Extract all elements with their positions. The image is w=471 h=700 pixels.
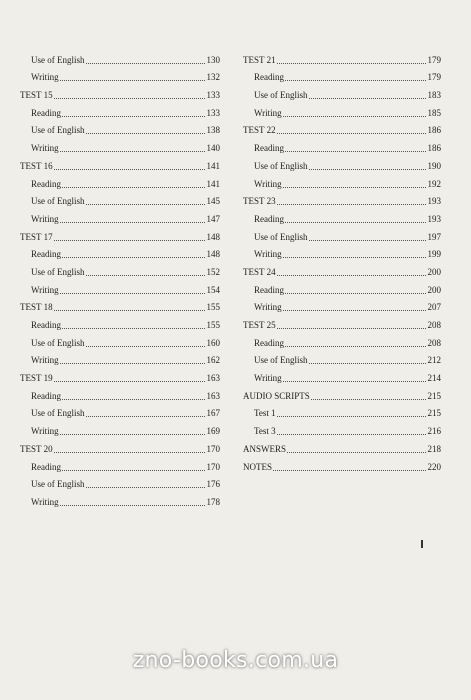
toc-entry-label: NOTES [243, 461, 272, 472]
toc-entry [243, 48, 441, 66]
toc-subentry [243, 331, 441, 349]
dot-leader [62, 187, 205, 188]
toc-subentry [20, 278, 220, 296]
toc-entry-label: Use of English [31, 266, 85, 277]
toc-entry-page: 140 [206, 143, 220, 154]
toc-entry-label: Writing [31, 496, 59, 507]
toc-subentry [243, 243, 441, 261]
toc-entry-page: 141 [206, 178, 220, 189]
dot-leader [86, 133, 205, 134]
toc-entry-page: 162 [206, 355, 220, 366]
toc-entry [243, 313, 441, 331]
toc-entry-label: AUDIO SCRIPTS [243, 390, 310, 401]
toc-entry-label: TEST 24 [243, 266, 276, 277]
toc-entry-label: TEST 16 [20, 160, 53, 171]
toc-entry-label: Reading [31, 249, 61, 260]
toc-entry-page: 214 [427, 373, 441, 384]
toc-entry-label: Writing [254, 373, 282, 384]
toc-entry-label: Reading [254, 72, 284, 83]
toc-entry-page: 185 [427, 107, 441, 118]
toc-subentry [20, 190, 220, 208]
toc-entry-label: TEST 19 [20, 373, 53, 384]
toc-entry-label: TEST 21 [243, 54, 276, 65]
toc-entry-label: TEST 25 [243, 320, 276, 330]
toc-entry-page: 155 [206, 302, 220, 313]
toc-subentry [243, 419, 441, 437]
toc-entry-label: Test 3 [254, 426, 276, 437]
dot-leader [60, 293, 205, 294]
toc-subentry [243, 172, 441, 190]
toc-entry-page: 192 [427, 178, 441, 189]
toc-subentry [243, 101, 441, 119]
toc-entry [20, 225, 220, 243]
toc-subentry [20, 402, 220, 420]
dot-leader [86, 416, 205, 417]
toc-entry-page: 208 [427, 320, 441, 330]
toc-subentry [20, 172, 220, 190]
toc-entry-label: TEST 17 [20, 231, 53, 242]
toc-subentry [20, 473, 220, 491]
toc-entry-label: Writing [31, 213, 59, 224]
toc-entry-page: 163 [206, 373, 220, 384]
toc-entry-page: 212 [427, 355, 441, 366]
toc-subentry [20, 119, 220, 137]
toc-entry-page: 155 [206, 320, 220, 330]
dot-leader [283, 310, 426, 311]
dot-leader [54, 452, 205, 453]
toc-entry-page: 208 [427, 337, 441, 348]
toc-entry-page: 133 [206, 107, 220, 118]
toc-entry-page: 141 [206, 160, 220, 171]
dot-leader [60, 151, 205, 152]
toc-entry-page: 176 [206, 479, 220, 490]
toc-subentry [20, 66, 220, 84]
dot-leader [283, 116, 426, 117]
toc-entry-label: TEST 20 [20, 443, 53, 454]
toc-entry-label: Reading [254, 213, 284, 224]
toc-entry [20, 154, 220, 172]
dot-leader [86, 487, 205, 488]
dot-leader [62, 470, 205, 471]
toc-entry-page: 207 [427, 302, 441, 313]
toc-subentry [20, 136, 220, 154]
toc-entry [20, 296, 220, 314]
toc-entry-page: 133 [206, 90, 220, 101]
toc-entry-page: 220 [427, 461, 441, 472]
toc-entry-label: Reading [254, 143, 284, 154]
toc-entry-label: Reading [254, 337, 284, 348]
toc-entry-label: Use of English [31, 196, 85, 207]
toc-entry-label: Writing [31, 284, 59, 295]
toc-subentry [20, 48, 220, 66]
dot-leader [277, 328, 426, 329]
toc-entry-label: Reading [31, 178, 61, 189]
dot-leader [285, 151, 426, 152]
toc-subentry [20, 331, 220, 349]
dot-leader [54, 98, 205, 99]
dot-leader [285, 293, 426, 294]
toc-entry-page: 132 [206, 72, 220, 83]
dot-leader [311, 399, 426, 400]
toc-entry-label: Writing [254, 178, 282, 189]
toc-entry-label: Use of English [31, 479, 85, 490]
dot-leader [60, 222, 205, 223]
toc-entry-page: 190 [427, 160, 441, 171]
toc-subentry [243, 366, 441, 384]
dot-leader [309, 169, 426, 170]
dot-leader [309, 240, 426, 241]
toc-entry-page: 215 [427, 390, 441, 401]
dot-leader [285, 222, 426, 223]
dot-leader [277, 275, 426, 276]
toc-subentry [20, 207, 220, 225]
dot-leader [283, 187, 426, 188]
toc-entry [243, 455, 441, 473]
dot-leader [60, 434, 205, 435]
toc-subentry [243, 83, 441, 101]
toc-entry-page: 170 [206, 461, 220, 472]
toc-entry-label: Writing [31, 143, 59, 154]
toc-entry [243, 384, 441, 402]
dot-leader [86, 63, 205, 64]
toc-column-right [243, 48, 441, 473]
toc-entry-label: TEST 23 [243, 196, 276, 207]
toc-entry [20, 366, 220, 384]
toc-entry [243, 119, 441, 137]
dot-leader [277, 204, 426, 205]
toc-entry-label: Reading [254, 284, 284, 295]
dot-leader [62, 116, 205, 117]
toc-subentry [243, 349, 441, 367]
toc-subentry [20, 260, 220, 278]
toc-entry-label: Writing [254, 107, 282, 118]
toc-entry-page: 138 [206, 125, 220, 136]
toc-entry-label: Use of English [254, 160, 308, 171]
toc-entry-label: Writing [254, 249, 282, 260]
toc-subentry [20, 455, 220, 473]
toc-entry-page: 193 [427, 196, 441, 207]
toc-entry-page: 178 [206, 496, 220, 507]
toc-entry-page: 200 [427, 266, 441, 277]
dot-leader [54, 310, 205, 311]
toc-subentry [243, 278, 441, 296]
toc-subentry [20, 101, 220, 119]
toc-subentry [243, 225, 441, 243]
toc-entry-label: Test 1 [254, 408, 276, 419]
watermark-text: zno-books.com.ua [132, 648, 339, 673]
toc-entry-page: 170 [206, 443, 220, 454]
toc-entry-page: 130 [206, 54, 220, 65]
toc-entry-page: 154 [206, 284, 220, 295]
toc-entry-label: TEST 15 [20, 90, 53, 101]
toc-entry [20, 83, 220, 101]
toc-entry [243, 260, 441, 278]
toc-subentry [243, 136, 441, 154]
toc-entry [243, 437, 441, 455]
toc-entry-label: Reading [31, 107, 61, 118]
toc-entry-label: Reading [31, 390, 61, 401]
toc-entry-label: Use of English [31, 337, 85, 348]
dot-leader [54, 381, 205, 382]
toc-entry-page: 145 [206, 196, 220, 207]
dot-leader [277, 133, 426, 134]
toc-entry-label: Use of English [254, 355, 308, 366]
toc-entry-label: Writing [31, 72, 59, 83]
toc-entry-page: 200 [427, 284, 441, 295]
toc-entry-label: TEST 18 [20, 302, 53, 313]
dot-leader [285, 346, 426, 347]
toc-entry-page: 148 [206, 231, 220, 242]
dot-leader [309, 98, 426, 99]
dot-leader [287, 452, 425, 453]
toc-subentry [20, 243, 220, 261]
toc-subentry [20, 349, 220, 367]
toc-entry-page: 183 [427, 90, 441, 101]
dot-leader [62, 328, 205, 329]
toc-subentry [20, 313, 220, 331]
toc-subentry [243, 296, 441, 314]
dot-leader [283, 381, 426, 382]
toc-entry-page: 215 [427, 408, 441, 419]
toc-entry-label: Use of English [31, 408, 85, 419]
toc-entry-page: 186 [427, 125, 441, 136]
toc-entry-page: 199 [427, 249, 441, 260]
toc-entry-page: 160 [206, 337, 220, 348]
toc-entry-page: 152 [206, 266, 220, 277]
toc-entry-page: 169 [206, 426, 220, 437]
toc-subentry [243, 207, 441, 225]
toc-subentry [243, 402, 441, 420]
dot-leader [60, 363, 205, 364]
toc-entry-page: 179 [427, 72, 441, 83]
dot-leader [277, 63, 426, 64]
toc-entry-page: 197 [427, 231, 441, 242]
dot-leader [277, 434, 426, 435]
toc-subentry [243, 154, 441, 172]
dot-leader [283, 257, 426, 258]
dot-leader [60, 80, 205, 81]
toc-entry-label: Reading [31, 320, 61, 330]
toc-entry-label: Use of English [31, 54, 85, 65]
toc-entry-page: 186 [427, 143, 441, 154]
toc-column-left [20, 48, 220, 508]
toc-subentry [20, 490, 220, 508]
toc-entry-page: 147 [206, 213, 220, 224]
dot-leader [62, 399, 205, 400]
stray-mark [421, 540, 423, 548]
toc-entry-page: 163 [206, 390, 220, 401]
toc-subentry [20, 419, 220, 437]
toc-entry-page: 218 [427, 443, 441, 454]
dot-leader [86, 346, 205, 347]
toc-entry-label: Writing [254, 302, 282, 313]
toc-entry-label: Use of English [31, 125, 85, 136]
dot-leader [60, 505, 205, 506]
toc-entry-page: 193 [427, 213, 441, 224]
dot-leader [62, 257, 205, 258]
dot-leader [86, 275, 205, 276]
toc-entry-page: 148 [206, 249, 220, 260]
toc-entry-label: ANSWERS [243, 443, 287, 454]
dot-leader [54, 240, 205, 241]
toc-entry [20, 437, 220, 455]
toc-entry-label: Use of English [254, 90, 308, 101]
dot-leader [277, 416, 426, 417]
toc-entry-page: 216 [427, 426, 441, 437]
toc-entry-label: Reading [31, 461, 61, 472]
dot-leader [86, 204, 205, 205]
toc-subentry [243, 66, 441, 84]
toc-entry-label: Writing [31, 355, 59, 366]
dot-leader [309, 363, 426, 364]
toc-subentry [20, 384, 220, 402]
toc-entry-page: 167 [206, 408, 220, 419]
dot-leader [54, 169, 205, 170]
toc-entry-label: Writing [31, 426, 59, 437]
toc-entry-label: TEST 22 [243, 125, 276, 136]
toc-entry-label: Use of English [254, 231, 308, 242]
toc-entry-page: 179 [427, 54, 441, 65]
dot-leader [273, 470, 426, 471]
dot-leader [285, 80, 426, 81]
toc-entry [243, 190, 441, 208]
